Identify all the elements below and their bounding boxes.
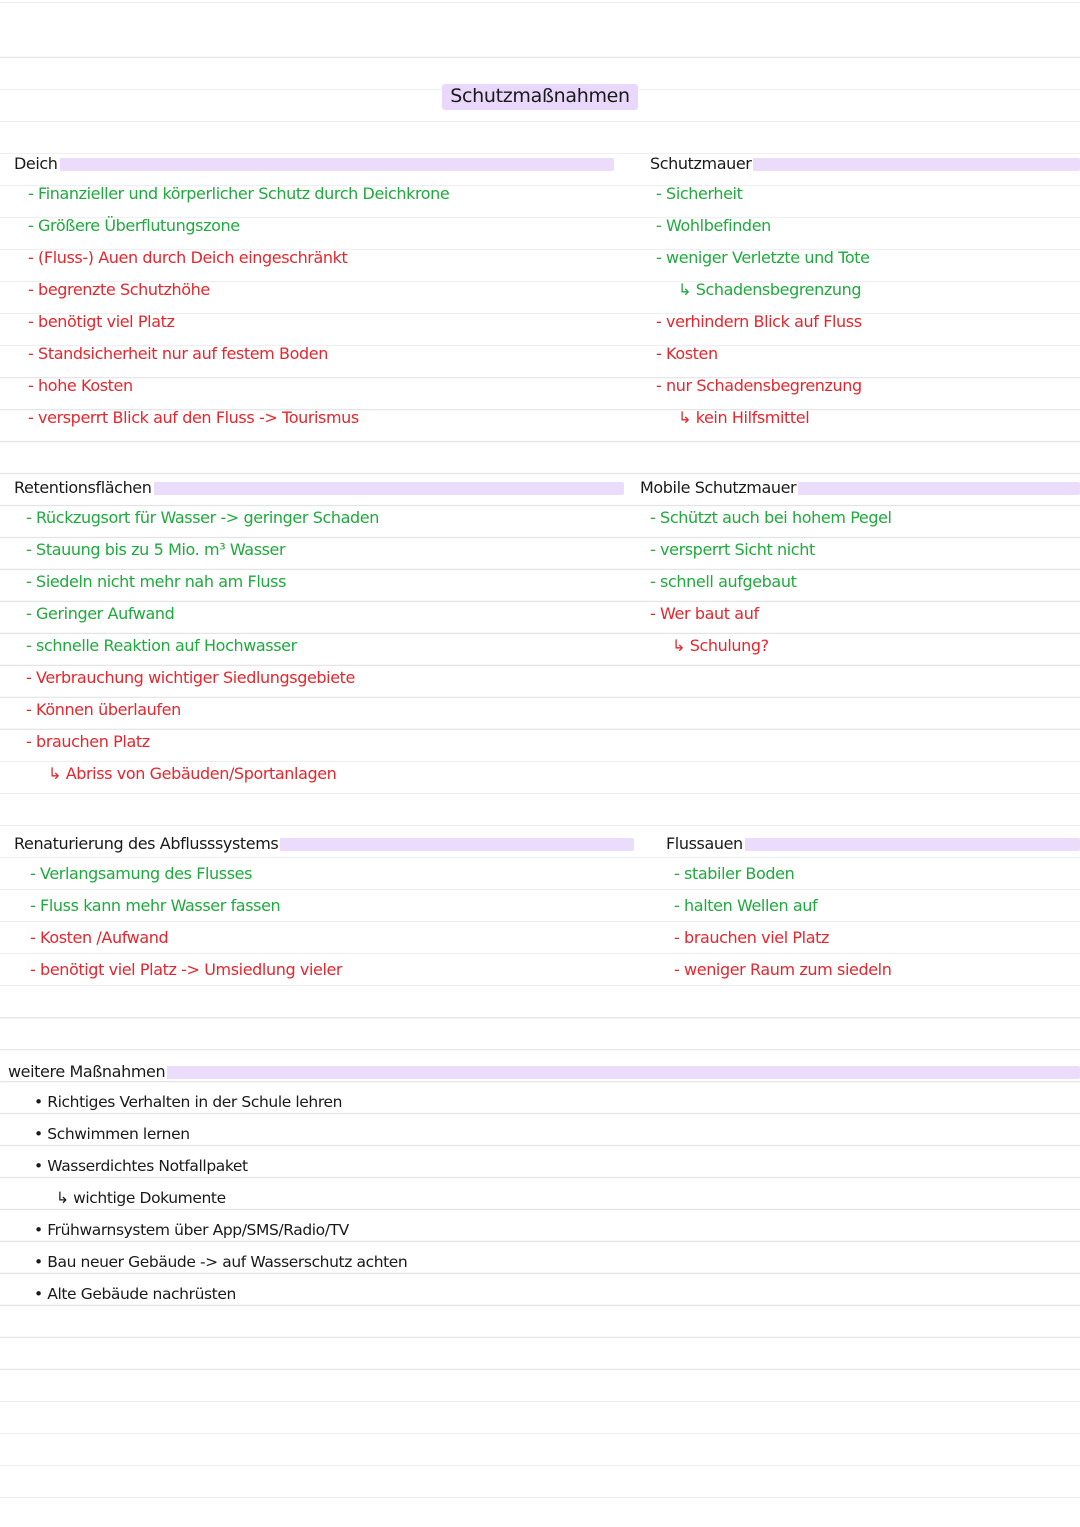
section-heading <box>640 478 892 502</box>
contra-item: - benötigt viel Platz -> Umsiedlung vieler <box>30 960 343 979</box>
section-mobile-schutzmauer <box>640 478 892 662</box>
heading-text: Mobile Schutzmauer <box>640 478 797 497</box>
measure-item: • Schwimmen lernen <box>34 1125 190 1143</box>
heading-text: Renaturierung des Abflusssystems <box>14 834 279 853</box>
measure-item: • Richtiges Verhalten in der Schule lehren <box>34 1093 343 1111</box>
contra-subitem: ↳ kein Hilfsmittel <box>678 408 810 427</box>
pro-item: - versperrt Sicht nicht <box>650 540 815 559</box>
section-heading <box>666 834 891 858</box>
heading-text: Retentionsflächen <box>14 478 152 497</box>
contra-item: - hohe Kosten <box>28 376 133 395</box>
contra-item: - brauchen viel Platz <box>674 928 830 947</box>
pro-item: - Wohlbefinden <box>656 216 771 235</box>
section-heading <box>14 478 379 502</box>
pro-item: - Verlangsamung des Flusses <box>30 864 253 883</box>
pro-item: - Größere Überflutungszone <box>28 216 240 235</box>
contra-item: - (Fluss-) Auen durch Deich eingeschränkt <box>28 248 348 267</box>
contra-item: - versperrt Blick auf den Fluss -> Tourismus <box>28 408 359 427</box>
contra-item: - benötigt viel Platz <box>28 312 175 331</box>
page-title: Schutzmaßnahmen <box>442 84 638 110</box>
section-schutzmauer <box>650 154 870 434</box>
pro-item: - schnell aufgebaut <box>650 572 797 591</box>
heading-highlight <box>8 1066 1080 1079</box>
contra-item: - verhindern Blick auf Fluss <box>656 312 862 331</box>
contra-item: - brauchen Platz <box>26 732 150 751</box>
contra-item: - Wer baut auf <box>650 604 759 623</box>
measure-item: • Wasserdichtes Notfallpaket <box>34 1157 248 1175</box>
measure-item: • Frühwarnsystem über App/SMS/Radio/TV <box>34 1221 349 1239</box>
section-heading <box>14 154 449 178</box>
pro-item: - Rückzugsort für Wasser -> geringer Schaden <box>26 508 379 527</box>
pro-item: - Siedeln nicht mehr nah am Fluss <box>26 572 287 591</box>
pro-item: - Geringer Aufwand <box>26 604 175 623</box>
heading-text: Deich <box>14 154 58 173</box>
contra-subitem: ↳ Schulung? <box>672 636 769 655</box>
pro-item: - stabiler Boden <box>674 864 795 883</box>
pro-item: - halten Wellen auf <box>674 896 818 915</box>
section-heading <box>14 834 342 858</box>
pro-item: - Stauung bis zu 5 Mio. m³ Wasser <box>26 540 286 559</box>
page-title-wrap <box>0 84 1080 110</box>
measure-item: • Alte Gebäude nachrüsten <box>34 1285 236 1303</box>
contra-item: - nur Schadensbegrenzung <box>656 376 862 395</box>
section-deich <box>14 154 449 434</box>
contra-item: - Kosten /Aufwand <box>30 928 169 947</box>
contra-item: - begrenzte Schutzhöhe <box>28 280 210 299</box>
section-heading <box>8 1062 407 1086</box>
heading-text: weitere Maßnahmen <box>8 1062 166 1081</box>
pro-item: - Fluss kann mehr Wasser fassen <box>30 896 281 915</box>
contra-subitem: ↳ Abriss von Gebäuden/Sportanlagen <box>48 764 337 783</box>
pro-item: - Schützt auch bei hohem Pegel <box>650 508 892 527</box>
section-weitere-massnahmen <box>8 1062 407 1310</box>
pro-item: - Sicherheit <box>656 184 743 203</box>
measure-item: • Bau neuer Gebäude -> auf Wasserschutz achten <box>34 1253 408 1271</box>
section-flussauen <box>666 834 891 986</box>
measure-subitem: ↳ wichtige Dokumente <box>56 1189 226 1207</box>
contra-item: - Kosten <box>656 344 718 363</box>
pro-item: - weniger Verletzte und Tote <box>656 248 870 267</box>
heading-text: Schutzmauer <box>650 154 752 173</box>
contra-item: - Verbrauchung wichtiger Siedlungsgebiete <box>26 668 355 687</box>
section-retention <box>14 478 379 790</box>
pro-subitem: ↳ Schadensbegrenzung <box>678 280 862 299</box>
heading-highlight <box>14 158 614 171</box>
section-heading <box>650 154 870 178</box>
contra-item: - Standsicherheit nur auf festem Boden <box>28 344 328 363</box>
pro-item: - schnelle Reaktion auf Hochwasser <box>26 636 297 655</box>
section-renaturierung <box>14 834 342 986</box>
contra-item: - Können überlaufen <box>26 700 181 719</box>
contra-item: - weniger Raum zum siedeln <box>674 960 892 979</box>
heading-text: Flussauen <box>666 834 743 853</box>
pro-item: - Finanzieller und körperlicher Schutz durch Deichkrone <box>28 184 450 203</box>
